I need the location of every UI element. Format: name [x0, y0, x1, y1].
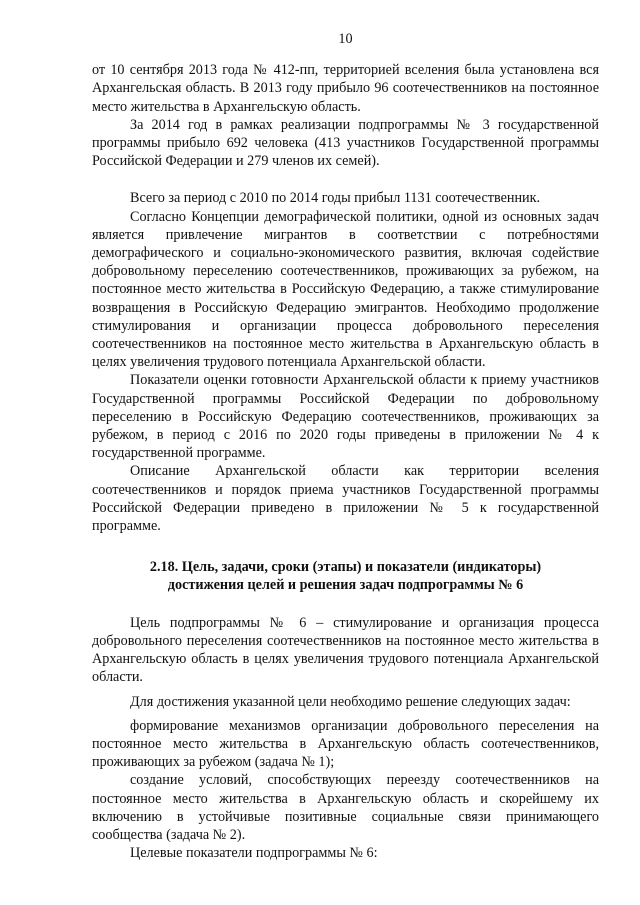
paragraph-demographic-concept: Согласно Концепции демографической политики, одной из основных задач является привлечение мигрантов в соответствии с потребностями демографического и социально-экономического развития, включая содействие добровольному переселению соотечественников, проживающих за рубежом, на постоянное место жительства в Российскую Федерацию, а также стимулирование возвращения в Российскую Федерацию эмигрантов. Необходимо продолжение стимулирования и организации процесса добровольного переселения соотечественников на постоянное место жительства в Архангельскую область в целях увеличения трудового потенциала Архангельской области. — [92, 208, 599, 371]
page-number: 10 — [338, 31, 353, 47]
section-heading — [92, 558, 599, 594]
paragraph-2014-arrivals: За 2014 год в рамках реализации подпрограммы № 3 государственной программы прибыло 692 человека (413 участников Государственной программы Российской Федерации и 279 членов их семей). — [92, 116, 599, 170]
document-page — [92, 30, 599, 862]
paragraph-readiness-indicators: Показатели оценки готовности Архангельской области к приему участников Государственной программы Российской Федерации по добровольному переселению в Российскую Федерацию соотечественников, проживающих за рубежом, в период с 2016 по 2020 годы приведены в приложении № 4 к государственной программе. — [92, 372, 599, 462]
section-heading-line-1: 2.18. Цель, задачи, сроки (этапы) и показатели (индикаторы) — [149, 559, 542, 576]
section-heading-line-2: достижения целей и решения задач подпрограммы № 6 — [167, 577, 524, 594]
paragraph-territory-description: Описание Архангельской области как территории вселения соотечественников и порядок приема участников Государственной программы Российской Федерации приведено в приложении № 5 к государственной программе. — [92, 463, 599, 535]
paragraph-task-2: создание условий, способствующих переезду соотечественников на постоянное место жительства в Архангельскую область и скорейшему их включению в устойчивые позитивные социальные связи принимающего сообщества (задача № 2). — [92, 772, 599, 843]
paragraph-continuation: от 10 сентября 2013 года № 412-пп, территорией вселения была установлена вся Архангельская область. В 2013 году прибыло 96 соотечественников на постоянное место жительства в Архангельскую область. — [92, 62, 599, 115]
paragraph-tasks-intro: Для достижения указанной цели необходимо решение следующих задач: — [130, 693, 571, 710]
paragraph-task-1: формирование механизмов организации добровольного переселения на постоянное место жительства в Архангельскую область соотечественников, проживающих за рубежом (задача № 1); — [92, 717, 599, 771]
paragraph-goal: Цель подпрограммы № 6 – стимулирование и организация процесса добровольного переселения соотечественников на постоянное место жительства в Архангельскую область в целях увеличения трудового потенциала Архангельской области. — [92, 614, 599, 686]
paragraph-target-indicators: Целевые показатели подпрограммы № 6: — [130, 845, 378, 862]
paragraph-total-arrivals: Всего за период с 2010 по 2014 годы прибыл 1131 соотечественник. — [130, 190, 541, 207]
